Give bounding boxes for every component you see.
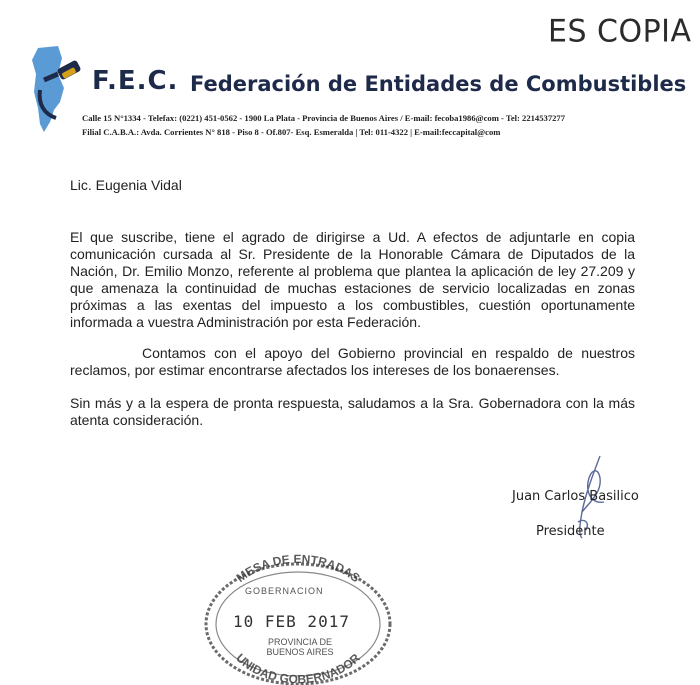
- seal-department: GOBERNACION: [245, 586, 324, 596]
- copy-stamp: ES COPIA: [548, 13, 692, 50]
- fuel-nozzle-map-icon: [28, 44, 86, 134]
- recipient-name: Lic. Eugenia Vidal: [70, 177, 182, 193]
- address-line-1: Calle 15 N°1334 - Telefax: (0221) 451-0562 - 1900 La Plata - Provincia de Buenos Aires / E-mail: fecoba1986@com - Tel: 2214537277: [82, 113, 566, 123]
- signer-name: Juan Carlos Basilico: [512, 489, 639, 504]
- seal-province: PROVINCIA DE BUENOS AIRES: [266, 637, 334, 657]
- signer-title: Presidente: [536, 524, 605, 539]
- address-line-2: Filial C.A.B.A.: Avda. Corrientes N° 818 - Piso 8 - Of.807- Esq. Esmeralda | Tel: 011-4322 | E-mail:feccapital@com: [82, 127, 501, 137]
- paragraph-3: Sin más y a la espera de pronta respuesta, saludamos a la Sra. Gobernadora con la más atenta consideración.: [70, 395, 635, 428]
- org-name: Federación de Entidades de Combustibles: [190, 72, 687, 96]
- org-abbreviation: F.E.C.: [92, 66, 179, 96]
- paragraph-1: El que suscribe, tiene el agrado de dirigirse a Ud. A efectos de adjuntarle en copia comunicación cursada al Sr. Presidente de la Honorable Cámara de Diputados de la Nación, Dr. Emilio Monzo, referente al problema que plantea la aplicación de ley 27.209 y que amenaza la continuidad de muchas estaciones de servicio localizadas en zonas próximas a las exentas del impuesto a los combustibles, cuestión oportunamente informada a vuestra Administración por esta Federación.: [70, 229, 635, 330]
- paragraph-2: Contamos con el apoyo del Gobierno provincial en respaldo de nuestros reclamos, por estimar encontrarse afectados los intereses de los bonaerenses.: [70, 345, 635, 378]
- seal-top-text: MESA DE ENTRADAS: [233, 551, 363, 586]
- seal-bottom-text: UNIDAD GOBERNADOR: [233, 650, 363, 685]
- seal-date: 10 FEB 2017: [233, 612, 350, 631]
